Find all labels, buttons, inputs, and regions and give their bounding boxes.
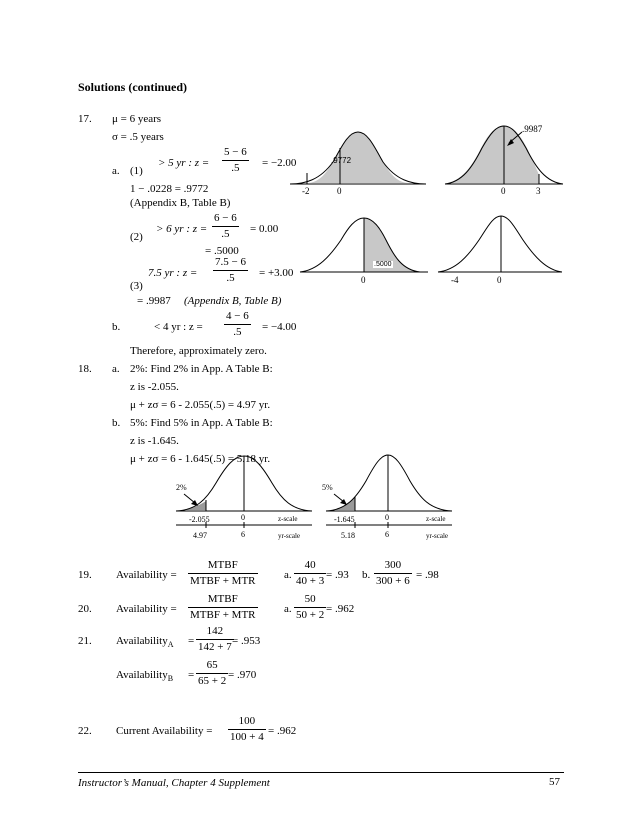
p20-lhs: Availability =	[116, 603, 177, 615]
p17-part1-fraction	[222, 147, 249, 174]
p19-a-label: a.	[284, 569, 292, 581]
curve-18b-six-label: 6	[385, 530, 389, 539]
fraction-denominator: 65 + 2	[198, 675, 227, 687]
p17-part3-label: (3)	[130, 280, 143, 292]
p21-lhs-b	[116, 670, 173, 683]
p18-a-line3: μ + zσ = 6 - 2.055(.5) = 4.97 yr.	[130, 399, 271, 411]
p17-part1-cond: > 5 yr : z =	[158, 157, 210, 169]
fraction-denominator: MTBF + MTR	[190, 609, 256, 621]
fraction-denominator: .5	[212, 226, 239, 240]
p22-fraction	[228, 716, 266, 743]
p17-b-line2: Therefore, approximately zero.	[130, 345, 267, 357]
fraction-numerator: MTBF	[207, 559, 238, 571]
curve-4-tick-neg4: -4	[451, 275, 459, 285]
p17-sigma: σ = .5 years	[112, 131, 164, 143]
curve-1-tick-0: 0	[337, 186, 342, 196]
fraction-numerator: 50	[304, 593, 316, 605]
curve-18a-pct-label: 2%	[176, 483, 187, 492]
curve-2-tick-3: 3	[536, 186, 541, 196]
p21-lhs-b-sub: B	[167, 674, 174, 684]
fraction-denominator: .5	[222, 160, 249, 174]
curve-18a-zero-label: 0	[241, 513, 245, 522]
fraction-denominator: 100 + 4	[230, 731, 264, 743]
fraction-numerator: 65	[206, 659, 218, 671]
p17-b-result: = −4.00	[262, 321, 297, 333]
p17-part3-cond: 7.5 yr : z =	[148, 267, 198, 279]
curve-18b-pct-label: 5%	[322, 483, 333, 492]
curve-18b-yrscale-label: yr-scale	[426, 532, 449, 540]
fraction-denominator: 142 + 7	[198, 641, 232, 653]
p20-a-fraction	[294, 594, 326, 621]
p21-eq-b: =	[188, 669, 195, 681]
p19-b-fraction	[374, 560, 412, 587]
p19-a-result: = .93	[326, 569, 349, 581]
fraction-denominator: 50 + 2	[296, 609, 325, 621]
p18-b-label: b.	[112, 417, 121, 429]
curve-1-area-label: .9772	[331, 156, 352, 165]
p21-b-fraction	[196, 660, 228, 687]
p17-part1-label: (1)	[130, 165, 143, 177]
fraction-denominator: .5	[213, 270, 248, 284]
fraction-numerator: 100	[238, 715, 256, 727]
problem-21-number: 21.	[78, 635, 92, 647]
p17-part3-fraction	[213, 257, 248, 284]
p17-part2-label: (2)	[130, 231, 143, 243]
curve-18a-six-label: 6	[241, 530, 245, 539]
p18-a-label: a.	[112, 363, 120, 375]
curve-18a-yr-label: 4.97	[193, 531, 207, 540]
fraction-numerator: MTBF	[207, 593, 238, 605]
fraction-denominator: 300 + 6	[376, 575, 410, 587]
curve-1-shaded-area	[307, 132, 409, 183]
curve-18b-zscale-label: z-scale	[426, 515, 446, 523]
page-number: 57	[549, 776, 560, 788]
footer-divider	[78, 772, 564, 773]
p17-part3-line2: = .9987	[137, 295, 171, 307]
curve-18a-z-label: -2.055	[189, 515, 210, 524]
footer-title: Instructor’s Manual, Chapter 4 Supplement	[78, 777, 270, 789]
p17-part3-line2b: (Appendix B, Table B)	[184, 295, 282, 307]
curve-1-tick-neg2: -2	[302, 186, 310, 196]
p19-b-label: b.	[362, 569, 371, 581]
p19-a-fraction	[294, 560, 326, 587]
p17-a-label: a.	[112, 165, 120, 177]
fraction-numerator: 300	[384, 559, 402, 571]
p22-result: = .962	[268, 725, 297, 737]
p17-part2-cond: > 6 yr : z =	[156, 223, 208, 235]
p18-a-line2: z is -2.055.	[130, 381, 179, 393]
p21-lhs-a-word: Availability	[116, 635, 168, 647]
p20-formula-fraction	[188, 594, 258, 621]
p21-eq-a: =	[188, 635, 195, 647]
problem-18-number: 18.	[78, 363, 92, 375]
problem-17-number: 17.	[78, 113, 92, 125]
p22-lhs: Current Availability =	[116, 725, 213, 737]
problem-19-number: 19.	[78, 569, 92, 581]
curve-4-tick-0: 0	[497, 275, 502, 285]
p17-part2-result: = 0.00	[250, 223, 279, 235]
curve-18a-yrscale-label: yr-scale	[278, 532, 301, 540]
p18-a-line1: 2%: Find 2% in App. A Table B:	[130, 363, 273, 375]
curve-3-tick-0: 0	[361, 275, 366, 285]
curve-18b-z-label: -1.645	[334, 515, 355, 524]
fraction-numerator: 6 − 6	[214, 212, 237, 224]
p17-part2-fraction	[212, 213, 239, 240]
curve-4-outline	[438, 216, 562, 272]
curve-2-tick-0: 0	[501, 186, 506, 196]
fraction-denominator: .5	[224, 324, 251, 338]
curve-18a-zscale-label: z-scale	[278, 515, 298, 523]
p17-b-label: b.	[112, 321, 121, 333]
fraction-denominator: 40 + 3	[296, 575, 325, 587]
fraction-numerator: 5 − 6	[224, 146, 247, 158]
fraction-numerator: 7.5 − 6	[215, 256, 246, 268]
fraction-numerator: 40	[304, 559, 316, 571]
p21-b-result: = .970	[228, 669, 257, 681]
p17-b-fraction	[224, 311, 251, 338]
p19-b-result: = .98	[416, 569, 439, 581]
curve-3-area-label: .5000	[374, 261, 392, 268]
p17-part1-line3: (Appendix B, Table B)	[130, 197, 231, 209]
p17-part1-result: = −2.00	[262, 157, 297, 169]
p17-part3-result: = +3.00	[259, 267, 294, 279]
p17-mu: μ = 6 years	[112, 113, 162, 125]
curve-3-outline	[300, 218, 420, 272]
fraction-numerator: 4 − 6	[226, 310, 249, 322]
curve-2-shaded-area	[448, 126, 539, 183]
p20-a-result: = .962	[326, 603, 355, 615]
p17-part2-line2: = .5000	[205, 245, 239, 257]
p18-b-line3: μ + zσ = 6 - 1.645(.5) = 5.18 yr.	[130, 453, 271, 465]
p21-a-result: = .953	[232, 635, 261, 647]
p21-lhs-a	[116, 636, 174, 649]
p21-a-fraction	[196, 626, 234, 653]
p18-b-line1: 5%: Find 5% in App. A Table B:	[130, 417, 273, 429]
curve-18b-zero-label: 0	[385, 513, 389, 522]
p17-part1-line2: 1 − .0228 = .9772	[130, 183, 209, 195]
p21-lhs-a-sub: A	[167, 640, 174, 650]
problem-22-number: 22.	[78, 725, 92, 737]
fraction-denominator: MTBF + MTR	[190, 575, 256, 587]
section-heading: Solutions (continued)	[78, 80, 188, 94]
p19-formula-fraction	[188, 560, 258, 587]
p21-lhs-b-word: Availability	[116, 669, 168, 681]
fraction-numerator: 142	[206, 625, 224, 637]
curve-18b-yr-label: 5.18	[341, 531, 355, 540]
curve-2-area-label: .9987	[522, 124, 543, 134]
problem-20-number: 20.	[78, 603, 92, 615]
p18-b-line2: z is -1.645.	[130, 435, 179, 447]
normal-curve-18b	[0, 0, 1, 1]
p19-lhs: Availability =	[116, 569, 177, 581]
p20-a-label: a.	[284, 603, 292, 615]
p17-b-cond: < 4 yr : z =	[154, 321, 203, 333]
